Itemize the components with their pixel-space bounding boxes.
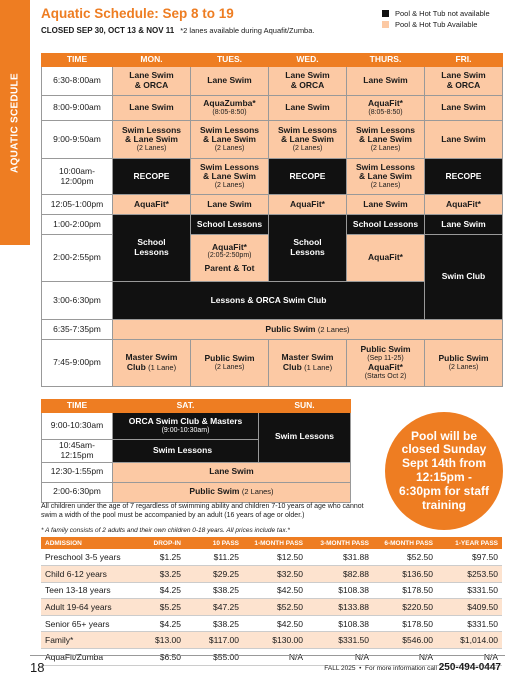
side-tab-label: AQUATIC SCEDULE [9, 72, 21, 173]
schedule-cell: AquaFit* (8:05-8:50) [347, 96, 425, 121]
fees-col-header: 3-MONTH PASS [307, 537, 373, 549]
schedule-cell: Lane Swim [191, 67, 269, 96]
page-number: 18 [30, 660, 45, 675]
fees-col-header: 1-YEAR PASS [437, 537, 502, 549]
schedule-cell: RECOPE [269, 159, 347, 195]
fees-col-header: 6-MONTH PASS [373, 537, 437, 549]
page-title: Aquatic Schedule: Sep 8 to 19 [41, 6, 234, 21]
table-row [41, 632, 502, 649]
schedule-cell: Lane Swim [113, 462, 351, 482]
fee-price: $97.50 [437, 549, 502, 566]
footer-bullet: • [359, 665, 362, 672]
schedule-cell: Lane Swim [113, 96, 191, 121]
fee-price: $178.50 [373, 582, 437, 599]
fee-price: $12.50 [243, 549, 307, 566]
fee-price: $253.50 [437, 566, 502, 583]
footer-divider [30, 655, 505, 656]
schedule-cell: Lane Swim & ORCA [113, 67, 191, 96]
schedule-cell: ORCA Swim Club & Masters (9:00-10:30am) [113, 413, 259, 440]
fee-category: Preschool 3-5 years [41, 549, 133, 566]
schedule-cell: AquaFit* [347, 235, 425, 282]
fee-price: $1,014.00 [437, 632, 502, 649]
fee-price: $52.50 [373, 549, 437, 566]
fee-price: $108.38 [307, 615, 373, 632]
fee-category: Teen 13-18 years [41, 582, 133, 599]
fees-col-header: ADMISSION [41, 537, 133, 549]
admission-fees-table [41, 537, 502, 666]
schedule-cell: Swim Lessons & Lane Swim (2 Lanes) [347, 159, 425, 195]
table-row [42, 121, 503, 159]
fee-price: $29.25 [185, 566, 243, 583]
table-row [42, 159, 503, 195]
schedule-cell: Lane Swim & ORCA [425, 67, 503, 96]
schedule-cell: Lane Swim [347, 67, 425, 96]
fee-price: $220.50 [373, 599, 437, 616]
peach-swatch-icon [382, 21, 389, 28]
closure-dates [41, 26, 315, 35]
fee-category: Senior 65+ years [41, 615, 133, 632]
black-swatch-icon [382, 10, 389, 17]
schedule-cell: Lane Swim [425, 96, 503, 121]
fee-price: $546.00 [373, 632, 437, 649]
fee-price: $82.88 [307, 566, 373, 583]
fees-header-row [41, 537, 502, 549]
schedule-cell: Lane Swim [191, 195, 269, 215]
fee-price: $4.25 [133, 582, 185, 599]
col-thu: THURS. [347, 54, 425, 67]
schedule-cell: Swim Lessons & Lane Swim (2 Lanes) [113, 121, 191, 159]
fee-category: Family* [41, 632, 133, 649]
col-time: TIME [42, 54, 113, 67]
footer [324, 662, 501, 673]
schedule-cell: School Lessons [113, 215, 191, 282]
fee-price: $42.50 [243, 615, 307, 632]
fee-price: $178.50 [373, 615, 437, 632]
schedule-cell: Public Swim (Sep 11-25) AquaFit* (Starts Oct 2) [347, 340, 425, 387]
fee-price: $5.25 [133, 599, 185, 616]
table-row [42, 413, 351, 440]
footer-info: For more information call [365, 665, 437, 672]
fee-price: $47.25 [185, 599, 243, 616]
schedule-cell: Lane Swim & ORCA [269, 67, 347, 96]
time-cell: 10:00am-12:00pm [42, 159, 113, 195]
fee-price: $38.25 [185, 582, 243, 599]
schedule-cell: Public Swim (2 Lanes) [191, 340, 269, 387]
fee-price: $133.88 [307, 599, 373, 616]
schedule-cell: Swim Club [425, 235, 503, 320]
schedule-cell: Swim Lessons & Lane Swim (2 Lanes) [191, 121, 269, 159]
schedule-cell: Swim Lessons & Lane Swim (2 Lanes) [347, 121, 425, 159]
time-cell: 6:30-8:00am [42, 67, 113, 96]
footer-phone: 250-494-0447 [438, 662, 501, 673]
fees-col-header: 1-MONTH PASS [243, 537, 307, 549]
weekend-header-row [42, 400, 351, 413]
fee-price: $4.25 [133, 615, 185, 632]
schedule-cell: Lane Swim [269, 96, 347, 121]
fee-price: $32.50 [243, 566, 307, 583]
fee-price: $331.50 [437, 615, 502, 632]
col-time: TIME [42, 400, 113, 413]
fee-price: $1.25 [133, 549, 185, 566]
schedule-cell: Public Swim (2 Lanes) [113, 320, 503, 340]
fee-price: $55.00 [185, 649, 243, 666]
fee-price: $331.50 [307, 632, 373, 649]
fee-price: N/A [243, 649, 307, 666]
fee-price: $3.25 [133, 566, 185, 583]
fee-price: $52.50 [243, 599, 307, 616]
table-row [42, 215, 503, 235]
fee-price: $31.88 [307, 549, 373, 566]
footer-season: FALL 2025 [324, 665, 356, 672]
schedule-cell: Swim Lessons [259, 413, 351, 463]
time-cell: 1:00-2:00pm [42, 215, 113, 235]
time-cell: 2:00-2:55pm [42, 235, 113, 282]
schedule-cell: School Lessons [347, 215, 425, 235]
schedule-cell: AquaFit* [269, 195, 347, 215]
schedule-cell: RECOPE [425, 159, 503, 195]
closure-notice-badge: Pool will be closed Sunday Sept 14th from 12:15pm - 6:30pm for staff training [385, 412, 503, 530]
table-row [42, 96, 503, 121]
col-tue: TUES. [191, 54, 269, 67]
col-mon: MON. [113, 54, 191, 67]
weekday-schedule [41, 53, 503, 387]
table-row [42, 67, 503, 96]
fees-col-header: DROP-IN [133, 537, 185, 549]
time-cell: 7:45-9:00pm [42, 340, 113, 387]
time-cell: 6:35-7:35pm [42, 320, 113, 340]
table-row [42, 482, 351, 502]
weekend-schedule [41, 399, 351, 503]
side-tab [0, 0, 30, 245]
schedule-cell: Master Swim Club (1 Lane) [113, 340, 191, 387]
table-row [42, 320, 503, 340]
legend-available: Pool & Hot Tub Available [382, 19, 490, 30]
fees-body [41, 549, 502, 665]
fee-price: $331.50 [437, 582, 502, 599]
schedule-cell: Swim Lessons [113, 440, 259, 463]
fee-price: N/A [307, 649, 373, 666]
fee-category: Child 6-12 years [41, 566, 133, 583]
time-cell: 9:00-9:50am [42, 121, 113, 159]
time-cell: 3:00-6:30pm [42, 282, 113, 320]
schedule-cell: Lane Swim [425, 215, 503, 235]
col-wed: WED. [269, 54, 347, 67]
schedule-cell: Public Swim (2 Lanes) [425, 340, 503, 387]
schedule-cell: AquaZumba* (8:05-8:50) [191, 96, 269, 121]
table-row [41, 599, 502, 616]
legend-unavailable: Pool & Hot Tub not available [382, 8, 490, 19]
col-sun: SUN. [259, 400, 351, 413]
schedule-cell: Swim Lessons & Lane Swim (2 Lanes) [269, 121, 347, 159]
table-row [42, 195, 503, 215]
fee-price: $136.50 [373, 566, 437, 583]
fee-category: Adult 19-64 years [41, 599, 133, 616]
fee-price: $11.25 [185, 549, 243, 566]
fee-price: $42.50 [243, 582, 307, 599]
fee-price: $117.00 [185, 632, 243, 649]
schedule-cell: RECOPE [113, 159, 191, 195]
time-cell: 8:00-9:00am [42, 96, 113, 121]
time-cell: 12:05-1:00pm [42, 195, 113, 215]
fee-price: $130.00 [243, 632, 307, 649]
schedule-cell: Master Swim Club (1 Lane) [269, 340, 347, 387]
fees-col-header: 10 PASS [185, 537, 243, 549]
schedule-cell: Public Swim (2 Lanes) [113, 482, 351, 502]
schedule-cell: AquaFit* [113, 195, 191, 215]
legend [382, 8, 490, 30]
col-fri: FRI. [425, 54, 503, 67]
family-note: * A family consists of 2 adults and their own children 0-18 years. All prices include tax.* [41, 527, 290, 534]
time-cell: 12:30-1:55pm [42, 462, 113, 482]
fee-price: $108.38 [307, 582, 373, 599]
table-row [41, 582, 502, 599]
lanes-note: *2 lanes available during Aquafit/Zumba. [180, 26, 315, 35]
col-sat: SAT. [113, 400, 259, 413]
schedule-cell: Lessons & ORCA Swim Club [113, 282, 425, 320]
table-row [41, 615, 502, 632]
fee-price: $38.25 [185, 615, 243, 632]
fee-category: AquaFit/Zumba [41, 649, 133, 666]
time-cell: 10:45am-12:15pm [42, 440, 113, 463]
fee-price: $6.50 [133, 649, 185, 666]
table-row [41, 566, 502, 583]
schedule-cell: AquaFit* (2:05-2:50pm) Parent & Tot [191, 235, 269, 282]
schedule-cell: AquaFit* [425, 195, 503, 215]
time-cell: 9:00-10:30am [42, 413, 113, 440]
fee-price: N/A [437, 649, 502, 666]
time-cell: 2:00-6:30pm [42, 482, 113, 502]
closure-text: CLOSED SEP 30, OCT 13 & NOV 11 [41, 26, 175, 35]
schedule-cell: Lane Swim [425, 121, 503, 159]
schedule-cell: School Lessons [269, 215, 347, 282]
table-row [42, 462, 351, 482]
fee-price: N/A [373, 649, 437, 666]
weekday-header-row [42, 54, 503, 67]
schedule-cell: Lane Swim [347, 195, 425, 215]
table-row [41, 549, 502, 566]
fee-price: $13.00 [133, 632, 185, 649]
fee-price: $409.50 [437, 599, 502, 616]
schedule-cell: Swim Lessons & Lane Swim (2 Lanes) [191, 159, 269, 195]
schedule-cell: School Lessons [191, 215, 269, 235]
table-row [42, 340, 503, 387]
supervision-note: All children under the age of 7 regardless of swimming ability and children 7-10 years of age who cannot swim a width of the pool must be accompanied by an adult (16 years of age or older.) [41, 503, 364, 520]
